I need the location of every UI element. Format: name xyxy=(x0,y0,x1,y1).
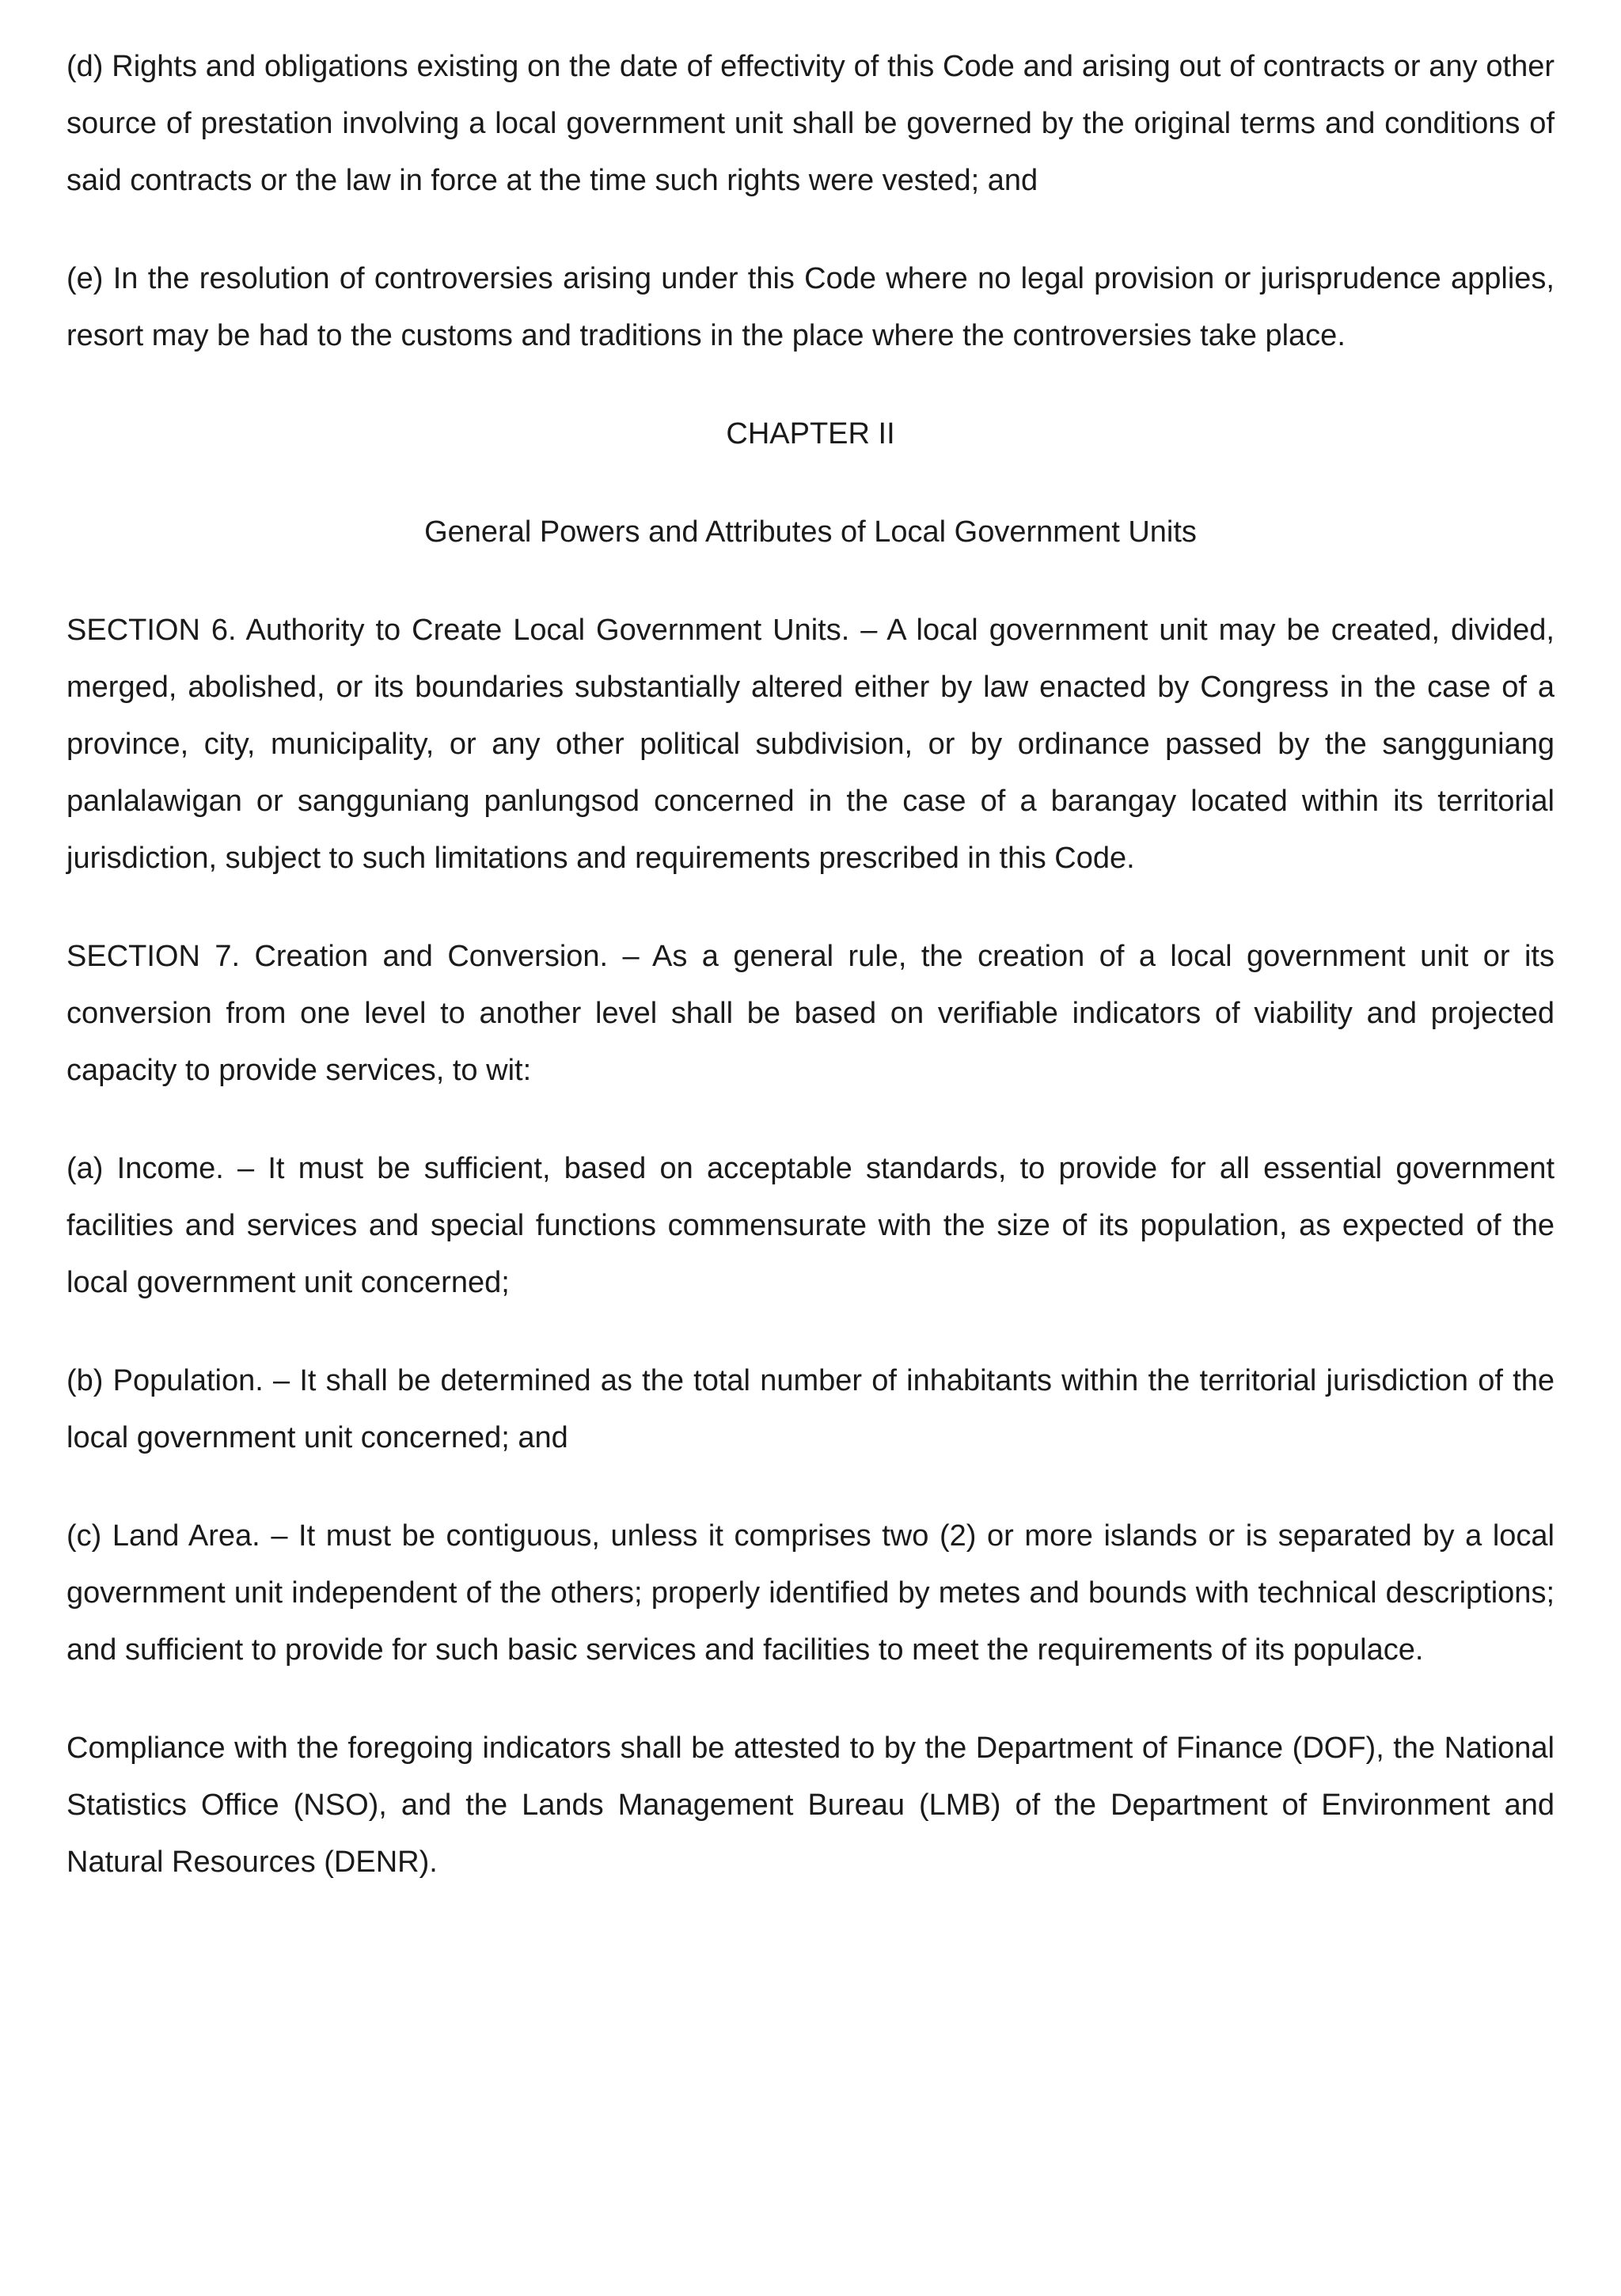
chapter-heading: CHAPTER II xyxy=(726,417,895,450)
document-page xyxy=(66,38,1555,1932)
section-6: SECTION 6. Authority to Create Local Government Units. – A local government unit may be created, divided, merged, abolished, or its boundaries substantially altered either by law enacted by Congress in the case of a province, city, municipality, or any other political subdivision, or by ordinance passed by the sangguniang panlalawigan or sangguniang panlungsod concerned in the case of a barangay located within its territorial jurisdiction, subject to such limitations and requirements prescribed in this Code. xyxy=(66,614,1555,875)
chapter-title: General Powers and Attributes of Local Government Units xyxy=(424,515,1197,549)
paragraph-d: (d) Rights and obligations existing on the date of effectivity of this Code and arising out of contracts or any other source of prestation involving a local government unit shall be governed by the original terms and conditions of said contracts or the law in force at the time such rights were vested; and xyxy=(66,50,1555,197)
item-a-income: (a) Income. – It must be sufficient, based on acceptable standards, to provide for all essential government facilities and services and special functions commensurate with the size of its population, as expected of the local government unit concerned; xyxy=(66,1152,1555,1299)
paragraph-e: (e) In the resolution of controversies arising under this Code where no legal provision or jurisprudence applies, resort may be had to the customs and traditions in the place where the controversies take place. xyxy=(66,262,1555,352)
item-c-land-area: (c) Land Area. – It must be contiguous, unless it comprises two (2) or more islands or is separated by a local government unit independent of the others; properly identified by metes and bounds with technical descriptions; and sufficient to provide for such basic services and facilities to meet the requirements of its populace. xyxy=(66,1519,1555,1667)
item-b-population: (b) Population. – It shall be determined as the total number of inhabitants within the territorial jurisdiction of the local government unit concerned; and xyxy=(66,1364,1555,1454)
section-7: SECTION 7. Creation and Conversion. – As a general rule, the creation of a local government unit or its conversion from one level to another level shall be based on verifiable indicators of viability and projected capacity to provide services, to wit: xyxy=(66,940,1555,1087)
compliance-paragraph: Compliance with the foregoing indicators shall be attested to by the Department of Finance (DOF), the National Statistics Office (NSO), and the Lands Management Bureau (LMB) of the Department of Environment and Natural Resources (DENR). xyxy=(66,1732,1555,1879)
